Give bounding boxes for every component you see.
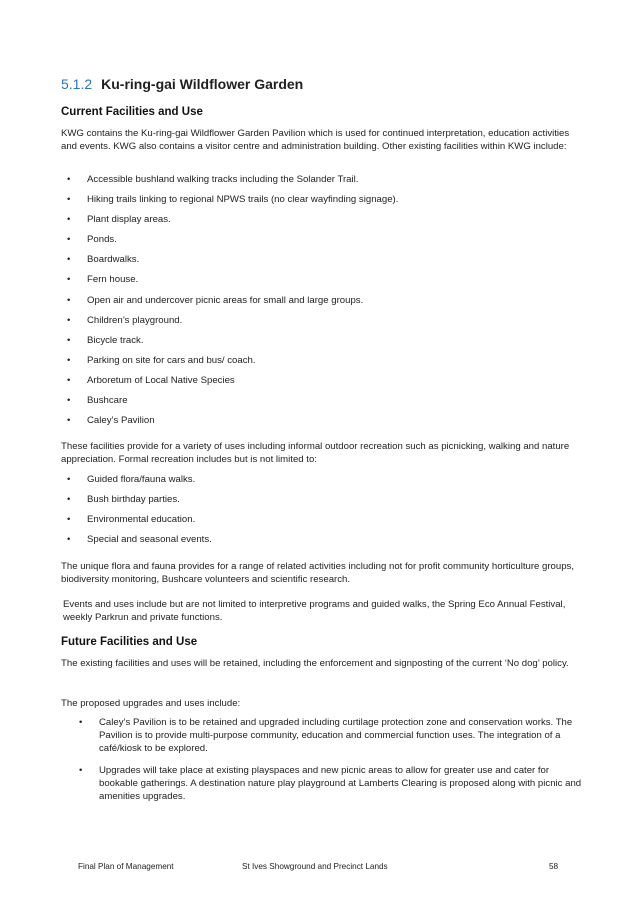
bullet-icon: • (67, 514, 71, 526)
section-heading (61, 76, 303, 92)
flora-fauna-paragraph: The unique flora and fauna provides for a range of related activities including not for profit community horticulture groups, biodiversity monitoring, Bushcare volunteers and scientific research. (61, 561, 575, 586)
bullet-icon: • (67, 474, 71, 485)
list-item: • Children’s playground. (67, 314, 183, 326)
bullet-icon: • (67, 274, 71, 286)
bullet-icon: • (79, 764, 83, 776)
uses-list (61, 473, 586, 553)
events-paragraph: Events and uses include but are not limited to interpretive programs and guided walks, the Spring Eco Annual Festival, weekly Parkrun and private functions. (63, 599, 566, 624)
bullet-icon: • (67, 234, 71, 246)
list-item: • Upgrades will take place at existing playspaces and new picnic areas to allow for greater use and cater for bookable gatherings. A destination nature play playground at Lamberts Clearing is proposed along with picnic and amenities upgrades. (79, 764, 582, 803)
bullet-icon: • (67, 174, 71, 185)
upgrades-intro-paragraph: The proposed upgrades and uses include: (61, 698, 241, 709)
bullet-icon: • (67, 294, 71, 306)
bullet-icon: • (67, 494, 71, 506)
list-item: • Fern house. (67, 274, 139, 286)
list-item: • Parking on site for cars and bus/ coach. (67, 354, 256, 366)
bullet-icon: • (67, 334, 71, 346)
list-item: • Special and seasonal events. (67, 534, 212, 546)
footer-site-name: St Ives Showground and Precinct Lands (242, 862, 388, 871)
current-facilities-heading: Current Facilities and Use (61, 106, 203, 118)
upgrades-list (73, 716, 585, 811)
list-item: • Bushcare (67, 395, 128, 407)
bullet-icon: • (67, 395, 71, 407)
bullet-icon: • (67, 415, 71, 427)
list-item: • Ponds. (67, 234, 117, 246)
list-item: • Environmental education. (67, 514, 196, 526)
footer-page-number: 58 (549, 862, 559, 871)
bullet-icon: • (67, 254, 71, 266)
list-item: • Caley’s Pavilion is to be retained and upgraded including curtilage protection zone and conservation works. The Pavilion is to provide multi-purpose community, education and commercial function uses. The integration of a café/kiosk to be explored. (79, 717, 573, 755)
list-item: • Boardwalks. (67, 254, 140, 266)
bullet-icon: • (67, 374, 71, 386)
list-item: • Bush birthday parties. (67, 494, 180, 506)
list-item: • Guided flora/fauna walks. (67, 474, 196, 485)
bullet-icon: • (79, 717, 83, 728)
retained-paragraph: The existing facilities and uses will be retained, including the enforcement and signposting of the current ‘No dog’ policy. (61, 658, 569, 669)
bullet-icon: • (67, 354, 71, 366)
bullet-icon: • (67, 194, 71, 206)
list-item: • Accessible bushland walking tracks including the Solander Trail. (67, 174, 359, 185)
current-intro-paragraph: KWG contains the Ku-ring-gai Wildflower Garden Pavilion which is used for continued interpretation, education activities and events. KWG also contains a visitor centre and administration building. Other existing facilities within KWG include: (61, 128, 570, 153)
list-item: • Caley’s Pavilion (67, 415, 155, 427)
list-item: • Hiking trails linking to regional NPWS trails (no clear wayfinding signage). (67, 194, 399, 206)
facilities-list (61, 173, 586, 434)
future-facilities-heading: Future Facilities and Use (61, 636, 198, 648)
list-item: • Arboretum of Local Native Species (67, 374, 235, 386)
footer-document-title: Final Plan of Management (78, 862, 174, 871)
bullet-icon: • (67, 534, 71, 546)
bullet-icon: • (67, 314, 71, 326)
section-title: Ku-ring-gai Wildflower Garden (101, 76, 304, 92)
list-item: • Bicycle track. (67, 334, 144, 346)
list-item: • Plant display areas. (67, 214, 171, 226)
uses-intro-paragraph: These facilities provide for a variety of uses including informal outdoor recreation such as picnicking, walking and nature appreciation. Formal recreation includes but is not limited to: (61, 441, 570, 466)
bullet-icon: • (67, 214, 71, 226)
list-item: • Open air and undercover picnic areas for small and large groups. (67, 294, 364, 306)
section-number: 5.1.2 (61, 76, 93, 92)
